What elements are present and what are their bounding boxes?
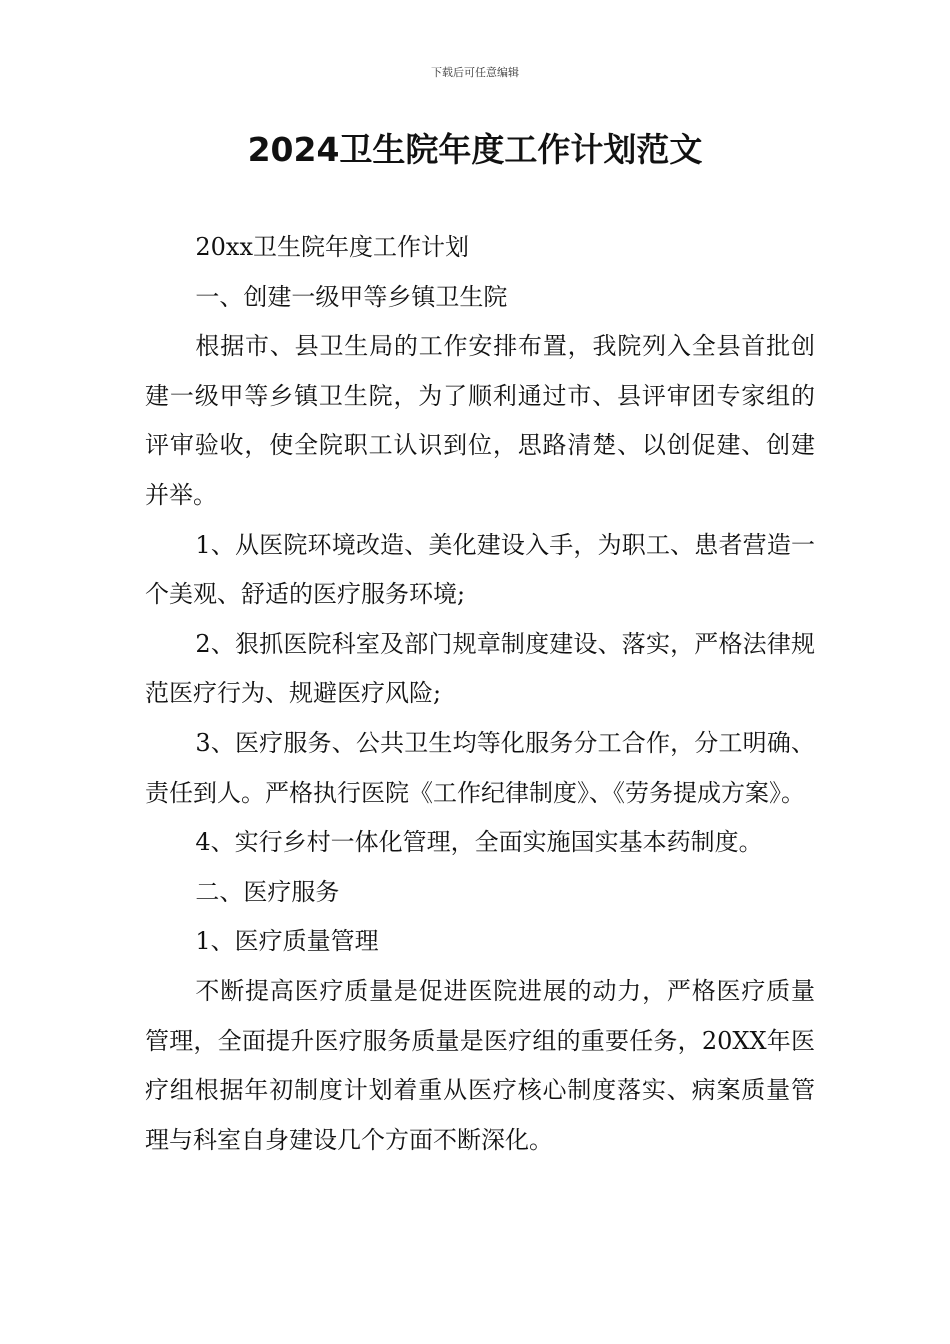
paragraph-section-two-heading: 二、医疗服务: [195, 877, 340, 906]
paragraph-item-3: 3、医疗服务、公共卫生均等化服务分工合作，分工明确、责任到人。严格执行医院《工作纪律制度》、《劳务提成方案》。: [145, 728, 815, 807]
paragraph-item-2: 2、狠抓医院科室及部门规章制度建设、落实，严格法律规范医疗行为、规避医疗风险;: [145, 629, 815, 708]
paragraph-plan-heading: 20xx卫生院年度工作计划: [195, 233, 469, 261]
paragraph-section-one-heading: 一、创建一级甲等乡镇卫生院: [195, 282, 508, 311]
paragraph-intro: 根据市、县卫生局的工作安排布置，我院列入全县首批创建一级甲等乡镇卫生院，为了顺利通过市、县评审团专家组的评审验收，使全院职工认识到位，思路清楚、以创促建、创建并举。: [145, 332, 815, 509]
header-note: 下载后可任意编辑: [431, 66, 519, 79]
paragraph-item-1: 1、从医院环境改造、美化建设入手，为职工、患者营造一个美观、舒适的医疗服务环境;: [145, 530, 815, 609]
paragraph-quality-management: 不断提高医疗质量是促进医院进展的动力，严格医疗质量管理，全面提升医疗服务质量是医疗组的重要任务，20XX年医疗组根据年初制度计划着重从医疗核心制度落实、病案质量管理与科室自身建设几个方面不断深化。: [145, 976, 815, 1154]
paragraph-item-4: 4、实行乡村一体化管理，全面实施国实基本药制度。: [195, 828, 763, 857]
paragraph-subsection-heading: 1、医疗质量管理: [195, 927, 379, 956]
document-title: 2024卫生院年度工作计划范文: [247, 130, 703, 169]
document-body: [145, 223, 815, 1165]
